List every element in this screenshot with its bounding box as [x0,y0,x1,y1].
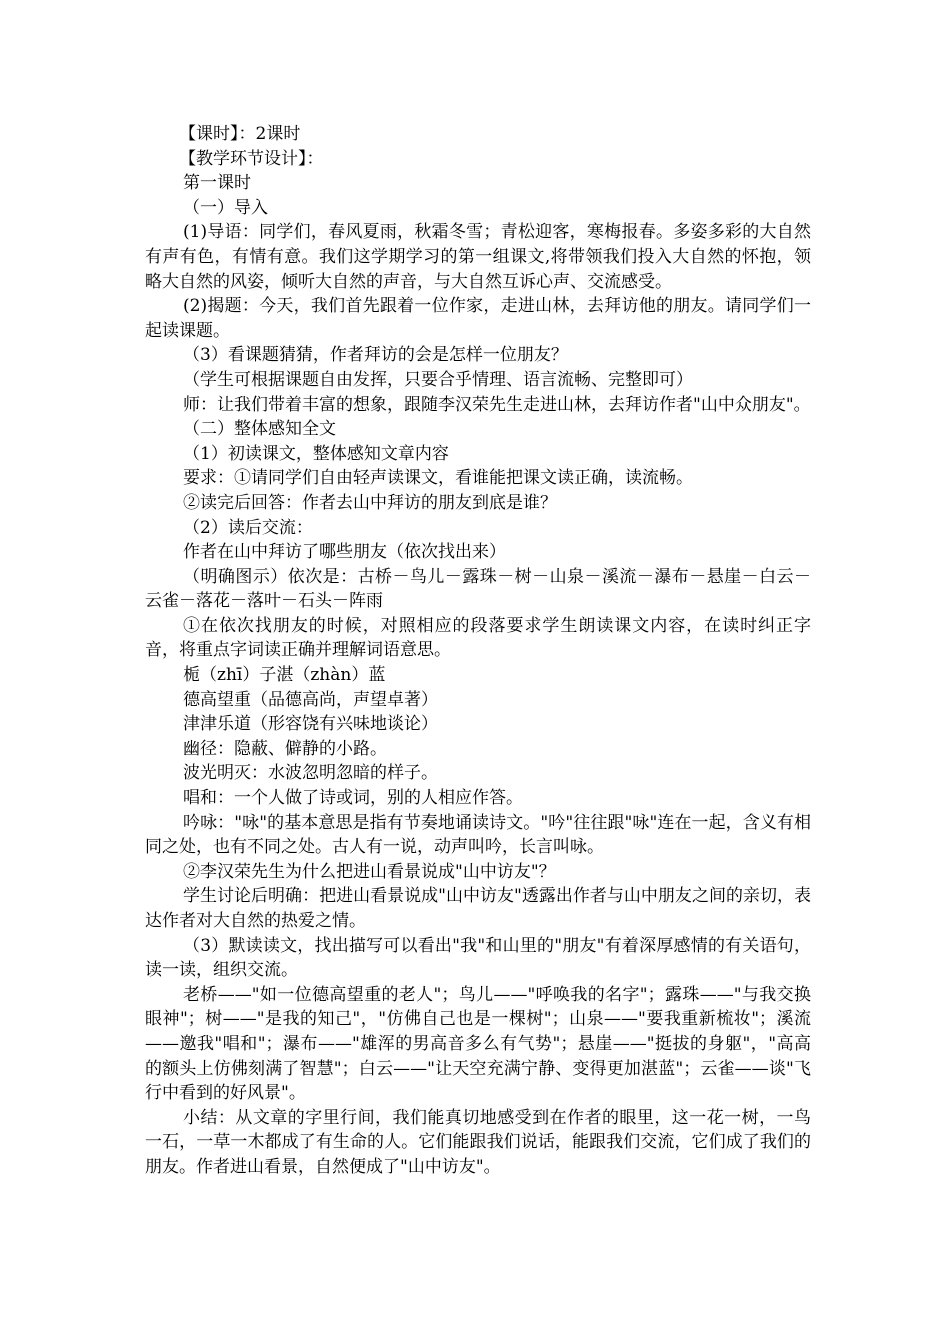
vocab-item-1: 栀（zhī）子湛（zhàn）蓝 [183,665,386,686]
overview-paragraph-5: 作者在山中拜访了哪些朋友（依次找出来） [183,542,506,563]
intro-paragraph-5: 师：让我们带着丰富的想象，跟随李汉荣先生走进山林，去拜访作者"山中众朋友"。 [183,394,811,415]
design-heading: 【教学环节设计】： [179,148,324,169]
vocab-item-2: 德高望重（品德高尚，声望卓著） [183,689,438,710]
intro-paragraph-2: (2)揭题：今天，我们首先跟着一位作家，走进山林，去拜访他的朋友。请同学们一起读课题。 [145,296,811,341]
overview-paragraph-1: （1）初读课文，整体感知文章内容 [183,443,449,464]
overview-paragraph-7: ①在依次找朋友的时候，对照相应的段落要求学生朗读课文内容，在读时纠正字音，将重点字词读正确并理解词语意思。 [145,615,811,661]
vocab-item-5: 波光明灭：水波忽明忽暗的样子。 [183,763,438,784]
discussion-answer: 学生讨论后明确：把进山看景说成"山中访友"透露出作者与山中朋友之间的亲切，表达作者对大自然的热爱之情。 [145,886,811,931]
overview-paragraph-4: （2）读后交流： [183,517,313,538]
overview-paragraph-2: 要求：①请同学们自由轻声读课文，看谁能把课文读正确，读流畅。 [183,468,693,489]
overview-paragraph-3: ②读完后回答：作者去山中拜访的朋友到底是谁？ [183,492,557,513]
vocab-item-3: 津津乐道（形容饶有兴味地谈论） [183,714,438,735]
document-page [145,122,811,1180]
intro-paragraph-1: (1)导语：同学们，春风夏雨，秋霜冬雪；青松迎客，寒梅报春。多姿多彩的大自然有声有色，有情有意。我们这学期学习的第一组课文,将带领我们投入大自然的怀抱，领略大自然的风姿，倾听大自然的声音，与大自然互诉心声、交流感受。 [145,222,811,292]
vocab-item-4: 幽径：隐蔽、僻静的小路。 [183,738,387,759]
first-lesson-heading: 第一课时 [183,173,251,194]
intro-paragraph-3: （3）看课题猜猜，作者拜访的会是怎样一位朋友？ [183,345,568,366]
summary-paragraph: 小结：从文章的字里行间，我们能真切地感受到在作者的眼里，这一花一树，一鸟一石，一草一木都成了有生命的人。它们能跟我们说话，能跟我们交流，它们成了我们的朋友。作者进山看景，自然便成了"山中访友"。 [145,1107,811,1177]
silent-reading-task: （3）默读读文，找出描写可以看出"我"和山里的"朋友"有着深厚感情的有关语句，读一读，组织交流。 [145,935,811,981]
friends-quotes: 老桥——"如一位德高望重的老人"；鸟儿——"呼唤我的名字"；露珠——"与我交换眼神"；树——"是我的知己"，"仿佛自己也是一棵树"；山泉——"要我重新梳妆"；溪流——邀我"唱和"；瀑布——"雄浑的男高音多么有气势"；悬崖——"挺拔的身躯"，"高高的额头上仿佛刻满了智慧"；白云——"让天空充满宁静、变得更加湛蓝"；云雀——谈"飞行中看到的好风景"。 [145,984,811,1104]
overview-paragraph-6: （明确图示）依次是：古桥－鸟儿－露珠－树－山泉－溪流－瀑布－悬崖－白云－云雀－落花－落叶－石头－阵雨 [145,566,811,612]
section-overview-heading: （二）整体感知全文 [183,419,336,440]
vocab-item-7: 吟咏："咏"的基本意思是指有节奏地诵读诗文。"吟"往往跟"咏"连在一起，含义有相同之处，也有不同之处。古人有一说，动声叫吟，长言叫咏。 [145,812,811,858]
intro-paragraph-4: （学生可根据课题自由发挥，只要合乎情理、语言流畅、完整即可） [183,369,693,390]
vocab-item-6: 唱和：一个人做了诗或词，别的人相应作答。 [183,788,523,809]
discussion-question: ②李汉荣先生为什么把进山看景说成"山中访友"？ [183,861,556,882]
class-hours-line: 【课时】：2课时 [179,124,301,144]
section-intro-heading: （一）导入 [183,197,268,218]
